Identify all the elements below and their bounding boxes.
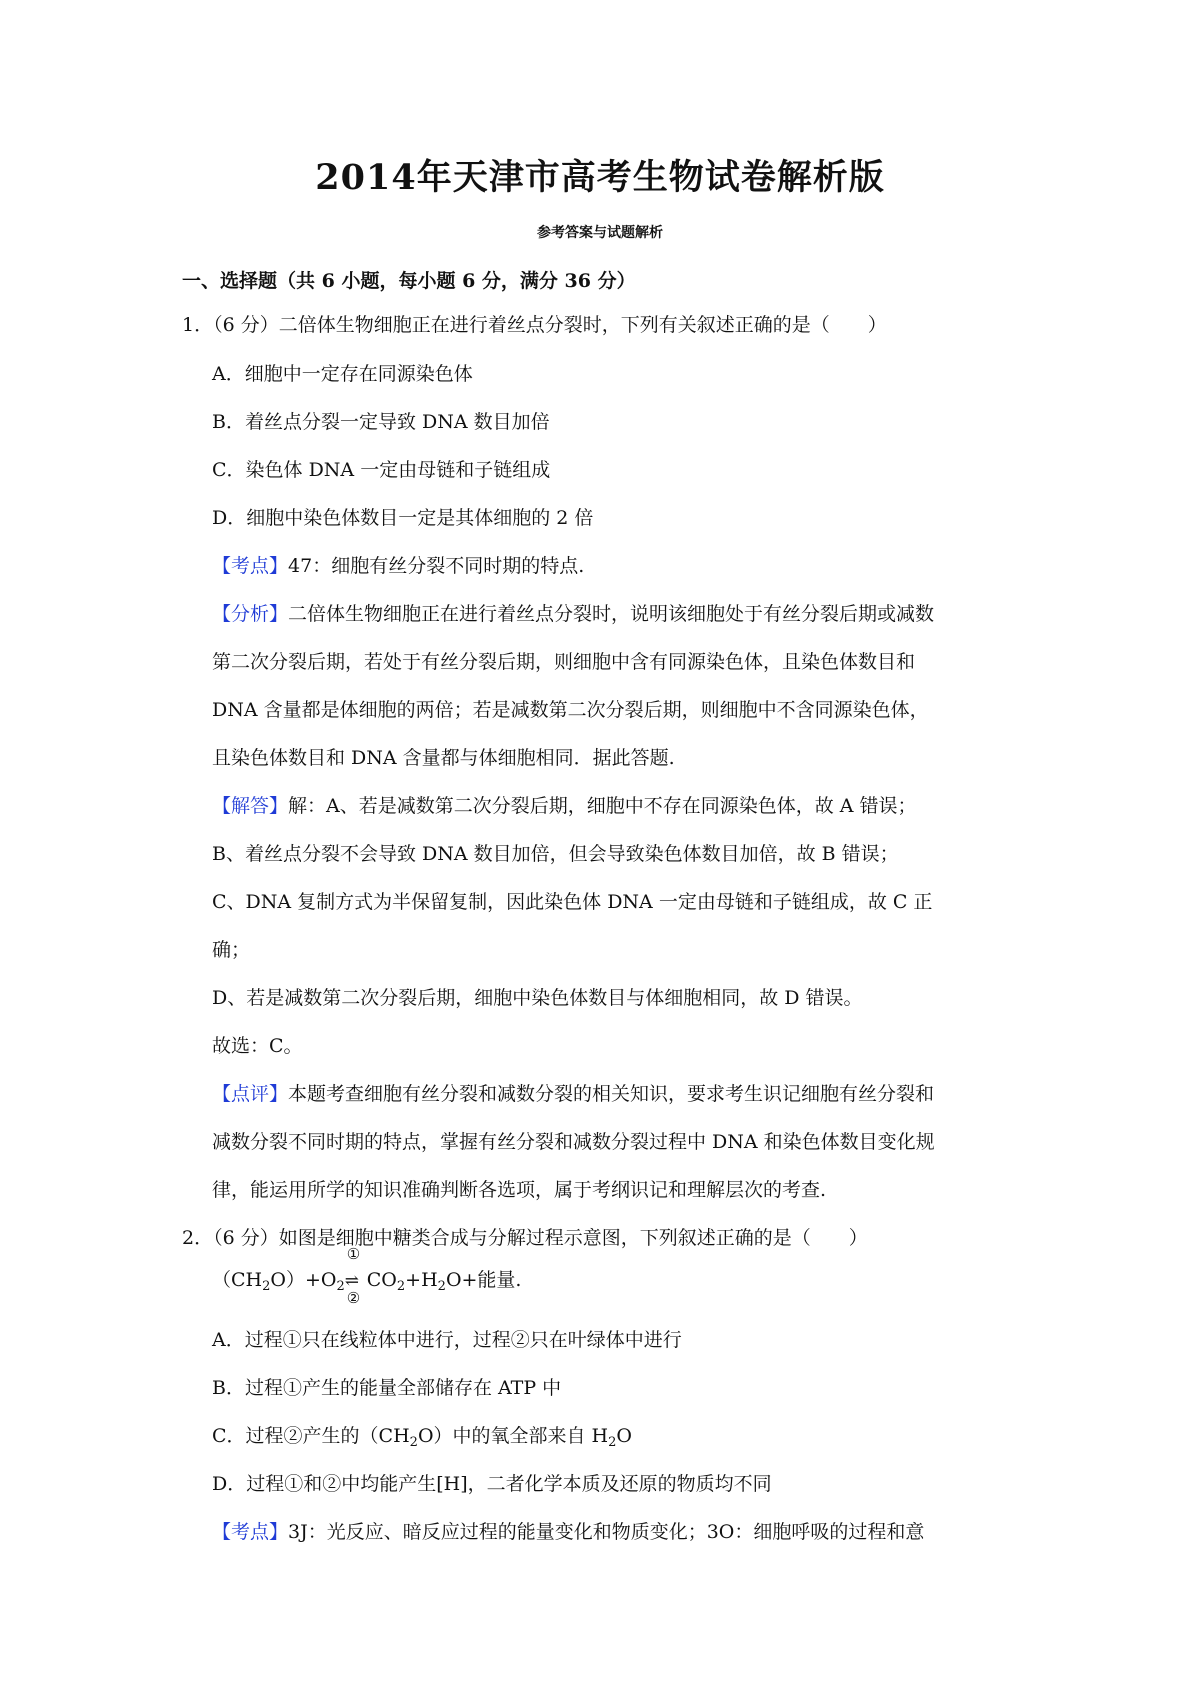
- q1-dianping-line-3: 律，能运用所学的知识准确判断各选项，属于考纲识记和理解层次的考查.: [212, 1179, 827, 1201]
- q1-dianping-line-1: [212, 1082, 934, 1106]
- q1-stem: 1．（6 分）二倍体生物细胞正在进行着丝点分裂时，下列有关叙述正确的是（ ）: [182, 314, 887, 336]
- eq-subscript: 2: [396, 1279, 406, 1294]
- q1-option-a: A．细胞中一定存在同源染色体: [212, 363, 473, 385]
- q1-fenxi-line-3: DNA 含量都是体细胞的两倍；若是减数第二次分裂后期，则细胞中不含同源染色体，: [212, 699, 929, 721]
- section-heading: 一、选择题（共 6 小题，每小题 6 分，满分 36 分）: [182, 270, 636, 292]
- q1-fenxi-line-4: 且染色体数目和 DNA 含量都与体细胞相同．据此答题.: [212, 747, 675, 769]
- eq-subscript: 2: [262, 1279, 271, 1294]
- q2-kaodian: [212, 1520, 924, 1544]
- jieda-tag: 【解答】: [212, 795, 289, 817]
- opt-c-part: O）中的氧全部来自 H: [417, 1425, 609, 1447]
- q1-option-d: D．细胞中染色体数目一定是其体细胞的 2 倍: [212, 507, 594, 529]
- eq-part: CO: [366, 1269, 397, 1291]
- q1-jieda-line-2: B、着丝点分裂不会导致 DNA 数目加倍，但会导致染色体数目加倍，故 B 错误；: [212, 843, 899, 865]
- q2-option-c: [212, 1424, 632, 1455]
- fenxi-tag: 【分析】: [212, 603, 289, 625]
- opt-c-subscript: 2: [608, 1435, 617, 1450]
- q1-jieda-line-4: 确；: [212, 939, 251, 961]
- fenxi-text: 二倍体生物细胞正在进行着丝点分裂时，说明该细胞处于有丝分裂后期或减数: [288, 603, 935, 625]
- opt-c-subscript: 2: [409, 1435, 418, 1450]
- q1-jieda-line-6: 故选：C。: [212, 1035, 303, 1057]
- eq-part: O+能量.: [445, 1269, 522, 1291]
- eq-subscript: 2: [336, 1279, 345, 1294]
- q2-equation: [212, 1245, 522, 1307]
- page-subtitle: 参考答案与试题解析: [537, 225, 663, 241]
- q1-option-c: C．染色体 DNA 一定由母链和子链组成: [212, 459, 551, 481]
- reversible-arrow-icon: [344, 1245, 367, 1307]
- q1-jieda-line-3: C、DNA 复制方式为半保留复制，因此染色体 DNA 一定由母链和子链组成，故 C 正: [212, 891, 933, 913]
- q2-option-b: B．过程①产生的能量全部储存在 ATP 中: [212, 1377, 562, 1399]
- q1-dianping-line-2: 减数分裂不同时期的特点，掌握有丝分裂和减数分裂过程中 DNA 和染色体数目变化规: [212, 1131, 935, 1153]
- jieda-text: 解：A、若是减数第二次分裂后期，细胞中不存在同源染色体，故 A 错误；: [288, 795, 917, 817]
- kaodian-text: 47：细胞有丝分裂不同时期的特点.: [288, 555, 585, 577]
- q1-option-b: B．着丝点分裂一定导致 DNA 数目加倍: [212, 411, 550, 433]
- eq-subscript: 2: [437, 1279, 446, 1294]
- eq-part: O）+O: [270, 1269, 337, 1291]
- kaodian-tag: 【考点】: [212, 1521, 289, 1543]
- q1-jieda-line-1: [212, 794, 917, 818]
- q2-option-d: D．过程①和②中均能产生[H]，二者化学本质及还原的物质均不同: [212, 1473, 772, 1495]
- dianping-tag: 【点评】: [212, 1083, 289, 1105]
- process-1-label: ①: [346, 1245, 361, 1263]
- opt-c-part: C．过程②产生的（CH: [212, 1425, 410, 1447]
- arrow-glyph: ⇌: [344, 1271, 359, 1291]
- process-2-label: ②: [346, 1289, 361, 1307]
- dianping-text: 本题考查细胞有丝分裂和减数分裂的相关知识，要求考生识记细胞有丝分裂和: [288, 1083, 935, 1105]
- eq-part: （CH: [212, 1269, 263, 1291]
- kaodian-tag: 【考点】: [212, 555, 289, 577]
- q2-stem: 2．（6 分）如图是细胞中糖类合成与分解过程示意图，下列叙述正确的是（ ）: [182, 1227, 868, 1249]
- q1-jieda-line-5: D、若是减数第二次分裂后期，细胞中染色体数目与体细胞相同，故 D 错误。: [212, 987, 863, 1009]
- page-title: 2014年天津市高考生物试卷解析版: [315, 157, 885, 198]
- q2-option-a: A．过程①只在线粒体中进行，过程②只在叶绿体中进行: [212, 1329, 682, 1351]
- eq-part: +H: [405, 1269, 438, 1291]
- q1-kaodian: [212, 554, 584, 578]
- q1-fenxi-line-1: [212, 602, 934, 626]
- q1-fenxi-line-2: 第二次分裂后期，若处于有丝分裂后期，则细胞中含有同源染色体，且染色体数目和: [212, 651, 916, 673]
- kaodian-text: 3J：光反应、暗反应过程的能量变化和物质变化；3O：细胞呼吸的过程和意: [288, 1521, 925, 1543]
- opt-c-part: O: [616, 1425, 632, 1447]
